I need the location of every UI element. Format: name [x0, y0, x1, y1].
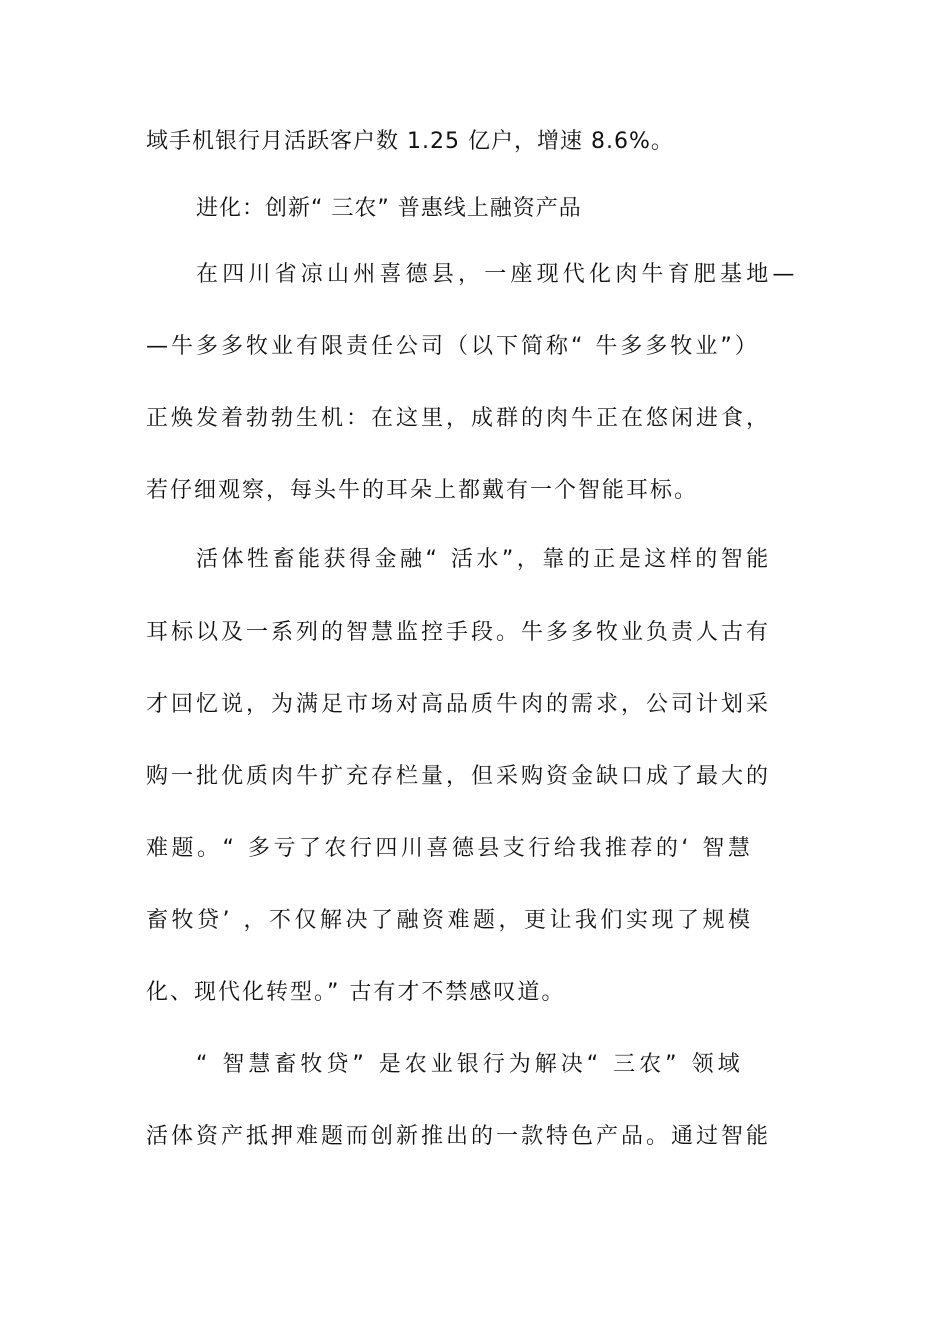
body-text-line-7: 活体牲畜能获得金融“ 活水”，靠的正是这样的智能: [196, 547, 772, 572]
body-text-line-11: 难题。“ 多亏了农行四川喜德县支行给我推荐的‘ 智慧: [146, 836, 754, 861]
body-text-line-10: 购一批优质肉牛扩充存栏量，但采购资金缺口成了最大的: [146, 764, 772, 789]
body-text-line-8: 耳标以及一系列的智慧监控手段。牛多多牧业负责人古有: [146, 620, 772, 645]
body-text-line-12: 畜牧贷’ ，不仅解决了融资难题，更让我们实现了规模: [146, 908, 754, 933]
body-text-line-15: 活体资产抵押难题而创新推出的一款特色产品。通过智能: [146, 1124, 772, 1149]
body-text-line-1: 域手机银行月活跃客户数 1.25 亿户，增速 8.6%。: [146, 129, 674, 154]
body-text-line-4: —牛多多牧业有限责任公司（以下简称“ 牛多多牧业”）: [146, 334, 760, 359]
body-text-line-14: “ 智慧畜牧贷” 是农业银行为解决“ 三农” 领域: [196, 1052, 744, 1077]
body-text-line-3: 在四川省凉山州喜德县，一座现代化肉牛育肥基地—: [196, 262, 799, 287]
body-text-line-6: 若仔细观察，每头牛的耳朵上都戴有一个智能耳标。: [146, 478, 699, 503]
body-text-line-5: 正焕发着勃勃生机：在这里，成群的肉牛正在悠闲进食，: [146, 406, 772, 431]
body-text-line-13: 化、现代化转型。” 古有才不禁感叹道。: [146, 980, 566, 1005]
section-heading: 进化：创新“ 三农” 普惠线上融资产品: [196, 196, 582, 221]
body-text-line-9: 才回忆说，为满足市场对高品质牛肉的需求，公司计划采: [146, 692, 772, 717]
